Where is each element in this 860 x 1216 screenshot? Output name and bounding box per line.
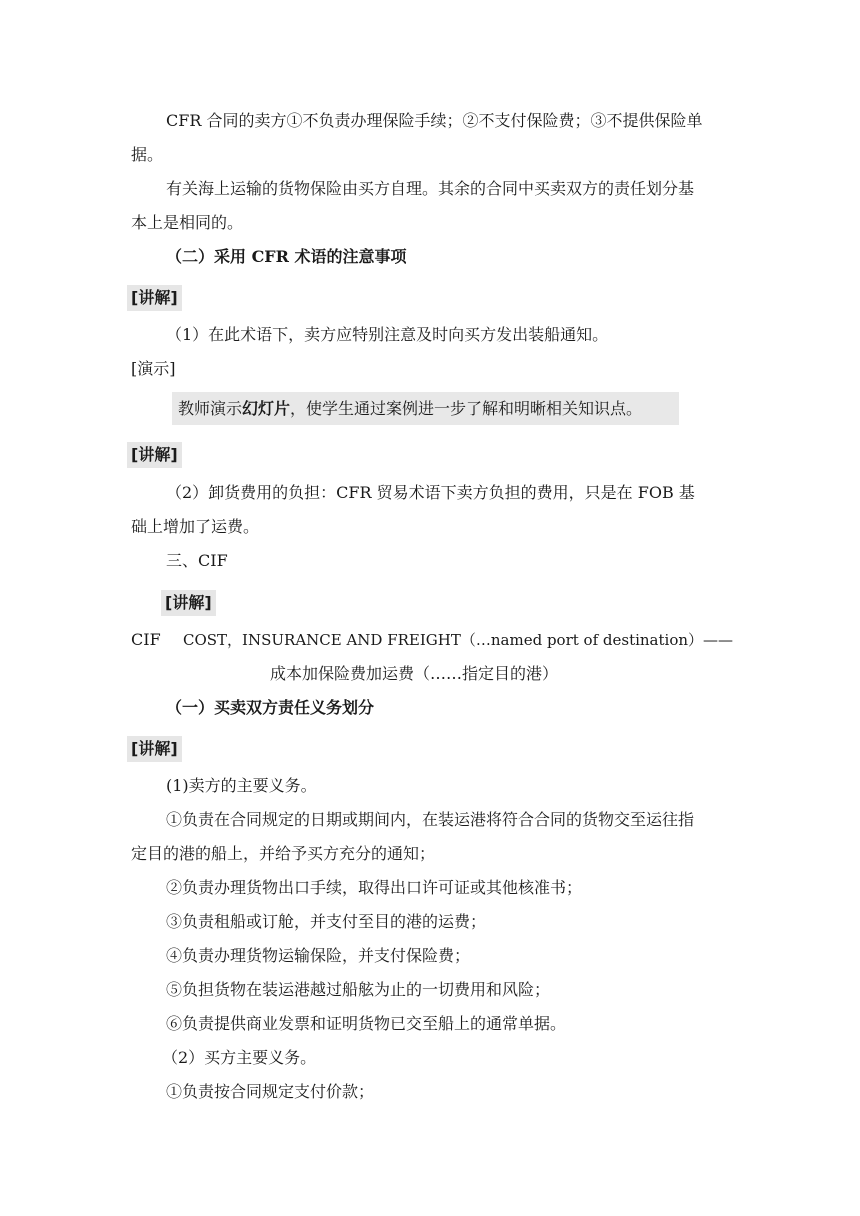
note-unloading-line1: （2）卸货费用的负担：CFR 贸易术语下卖方负担的费用，只是在 FOB 基 [166, 483, 695, 502]
demo-suffix: ，使学生通过案例进一步了解和明晰相关知识点。 [290, 399, 643, 418]
buyer-obligation-1: ①负责按合同规定支付价款； [166, 1082, 375, 1101]
seller-obligation-1-line2: 定目的港的船上，并给予买方充分的通知； [131, 844, 436, 863]
seller-obligation-3: ③负责租船或订舱，并支付至目的港的运费； [166, 912, 487, 931]
section-cif-heading: 三、CIF [166, 551, 228, 570]
seller-obligation-6: ⑥负责提供商业发票和证明货物已交至船上的通常单据。 [166, 1014, 567, 1033]
cif-definition: COST，INSURANCE AND FREIGHT（…named port of destination）—— [183, 631, 734, 649]
tag-lecture-2: [讲解] [127, 442, 182, 468]
note-unloading-line2: 础上增加了运费。 [131, 517, 260, 536]
tag-lecture-1: [讲解] [127, 285, 182, 311]
note-shipping-notice: （1）在此术语下，卖方应特别注意及时向买方发出装船通知。 [166, 325, 609, 344]
seller-obligation-1-line1: ①负责在合同规定的日期或期间内，在装运港将符合合同的货物交至运往指 [166, 810, 695, 829]
cif-chinese-definition: 成本加保险费加运费（……指定目的港） [270, 664, 559, 683]
tag-lecture-3: [讲解] [161, 590, 216, 616]
tag-lecture-4: [讲解] [127, 736, 182, 762]
paragraph-cfr-seller-line1: CFR 合同的卖方①不负责办理保险手续；②不支付保险费；③不提供保险单 [166, 111, 703, 130]
demo-prefix: 教师演示 [178, 399, 243, 418]
paragraph-cfr-seller-line2: 据。 [131, 145, 164, 164]
seller-obligation-5: ⑤负担货物在装运港越过船舷为止的一切费用和风险； [166, 980, 551, 999]
cif-abbreviation: CIF [131, 630, 161, 649]
paragraph-insurance-line1: 有关海上运输的货物保险由买方自理。其余的合同中买卖双方的责任划分基 [166, 179, 695, 198]
demo-box [172, 392, 679, 425]
heading-cfr-notes: （二）采用 CFR 术语的注意事项 [166, 247, 407, 266]
heading-duties: （一）买卖双方责任义务划分 [166, 698, 375, 717]
seller-obligation-4: ④负责办理货物运输保险，并支付保险费； [166, 946, 471, 965]
tag-demo: [演示] [131, 359, 176, 378]
buyer-obligations-title: （2）买方主要义务。 [162, 1048, 317, 1067]
demo-slides: 幻灯片 [242, 399, 291, 418]
paragraph-insurance-line2: 本上是相同的。 [131, 213, 244, 232]
seller-obligation-2: ②负责办理货物出口手续，取得出口许可证或其他核准书； [166, 878, 583, 897]
seller-obligations-title: (1)卖方的主要义务。 [166, 776, 317, 795]
